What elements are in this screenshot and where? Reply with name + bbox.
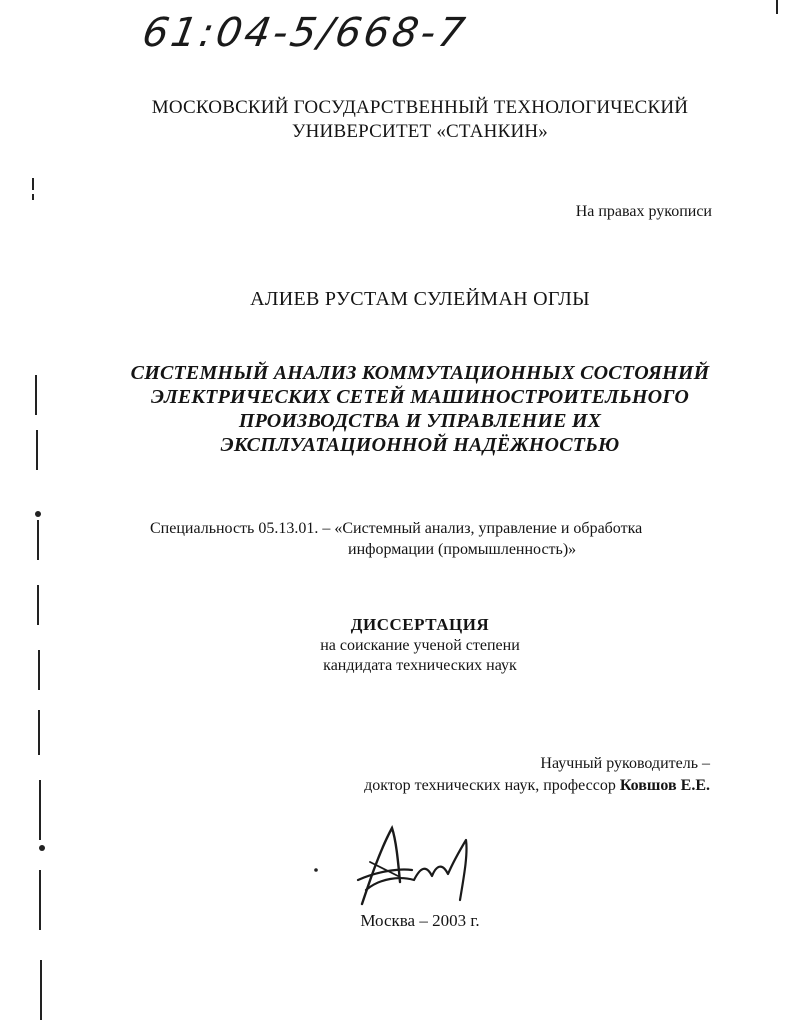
city-year: Москва – 2003 г.: [360, 911, 480, 930]
author-name: АЛИЕВ РУСТАМ СУЛЕЙМАН ОГЛЫ: [250, 288, 590, 310]
university-line-2: УНИВЕРСИТЕТ «СТАНКИН»: [291, 121, 549, 142]
degree-line-2: кандидата технических наук: [323, 657, 517, 674]
specialty: [120, 518, 720, 560]
manuscript-rights: На правах рукописи: [575, 203, 712, 220]
specialty-line-2: информации (промышленность)»: [348, 541, 577, 558]
dissertation-degree: [200, 636, 640, 676]
title-line-2: ЭЛЕКТРИЧЕСКИХ СЕТЕЙ МАШИНОСТРОИТЕЛЬНОГО: [151, 386, 689, 408]
advisor-line-2: [260, 775, 710, 797]
scientific-advisor: [260, 753, 710, 797]
specialty-line-1: Специальность 05.13.01. – «Системный анализ, управление и обработка: [150, 520, 643, 537]
university-name: [120, 96, 720, 144]
catalog-number: 61:04-5/668-7: [138, 10, 471, 56]
dissertation-heading: ДИССЕРТАЦИЯ: [350, 615, 490, 634]
university-line-1: МОСКОВСКИЙ ГОСУДАРСТВЕННЫЙ ТЕХНОЛОГИЧЕСКИЙ: [151, 97, 689, 118]
title-line-3: ПРОИЗВОДСТВА И УПРАВЛЕНИЕ ИХ: [238, 410, 602, 432]
dissertation-title: [110, 361, 730, 457]
title-line-4: ЭКСПЛУАТАЦИОННОЙ НАДЁЖНОСТЬЮ: [220, 434, 620, 456]
signature: [300, 820, 500, 910]
advisor-name: Ковшов Е.Е.: [619, 777, 710, 794]
degree-line-1: на соискание ученой степени: [320, 637, 520, 654]
advisor-line-1: Научный руководитель –: [540, 755, 710, 772]
title-line-1: СИСТЕМНЫЙ АНАЛИЗ КОММУТАЦИОННЫХ СОСТОЯНИЙ: [130, 362, 710, 384]
advisor-title: доктор технических наук, профессор: [364, 777, 620, 794]
